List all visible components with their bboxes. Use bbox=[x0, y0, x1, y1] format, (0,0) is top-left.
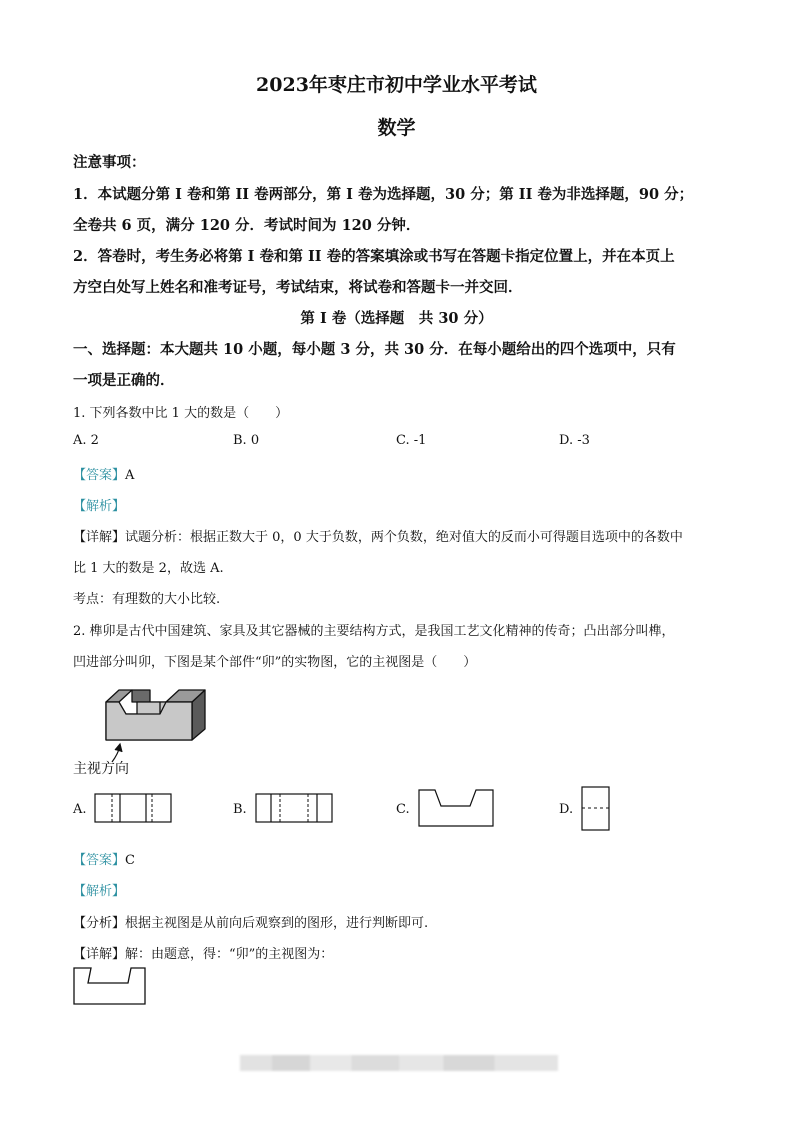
q1-option-b: B. 0 bbox=[233, 433, 260, 448]
view-direction-caption: 主视方向 bbox=[73, 761, 129, 777]
q2-detail-text: 解：由题意，得：“卯”的主视图为： bbox=[125, 947, 334, 962]
exam-title: 2023年枣庄市初中学业水平考试 bbox=[256, 74, 537, 96]
notch-back-wall bbox=[132, 690, 150, 702]
q2-option-b-label: B. bbox=[233, 802, 247, 817]
q1-option-d: D. -3 bbox=[559, 433, 590, 448]
q2-stem-line1: 2. 榫卯是古代中国建筑、家具及其它器械的主要结构方式，是我国工艺文化精神的传奇；凸出部分叫榫， bbox=[73, 624, 675, 639]
q1-point: 考点：有理数的大小比较. bbox=[73, 592, 221, 607]
q1-detail-line1 bbox=[73, 526, 683, 545]
notice-heading: 注意事项： bbox=[73, 154, 146, 171]
q1-detail-line2: 比 1 大的数是 2，故选 A. bbox=[73, 561, 224, 576]
watermark-blur bbox=[240, 1055, 558, 1071]
q2-option-c-label: C. bbox=[396, 802, 410, 817]
q2-option-b-figure bbox=[255, 793, 335, 825]
q1-option-a: A. 2 bbox=[73, 433, 99, 448]
q2-option-c-figure bbox=[418, 789, 498, 829]
notice-item1-line2: 全卷共 6 页，满分 120 分．考试时间为 120 分钟． bbox=[73, 217, 421, 234]
q2-answer-tag: 【答案】 bbox=[73, 853, 126, 868]
q1-stem: 1. 下列各数中比 1 大的数是（ ） bbox=[73, 406, 289, 421]
section-instruction-line2: 一项是正确的． bbox=[73, 372, 175, 389]
section-title: 第 I 卷（选择题 共 30 分） bbox=[300, 310, 493, 327]
q2-option-d-figure bbox=[581, 786, 613, 834]
q2-stem-line2: 凹进部分叫卯，下图是某个部件“卯”的实物图，它的主视图是（ ） bbox=[73, 655, 477, 670]
q2-analysis-tag2: 【分析】 bbox=[73, 916, 126, 931]
q2-option-d-label: D. bbox=[559, 802, 574, 817]
q1-analysis-tag: 【解析】 bbox=[73, 499, 126, 514]
q2-option-a-figure bbox=[94, 793, 174, 825]
q2-analysis-text: 根据主视图是从前向后观察到的图形，进行判断即可. bbox=[125, 916, 429, 931]
notice-item2-line1: 2．答卷时，考生务必将第 I 卷和第 II 卷的答案填涂或书写在答题卡指定位置上，并在本页上 bbox=[73, 248, 675, 265]
q1-answer-tag: 【答案】 bbox=[73, 468, 126, 483]
left-prong-top bbox=[106, 690, 132, 702]
notice-item1-line1: 1．本试题分第 I 卷和第 II 卷两部分，第 I 卷为选择题，30 分；第 II 卷为非选择题，90 分； bbox=[73, 186, 694, 203]
q2-analysis-tag: 【解析】 bbox=[73, 884, 126, 899]
q2-answer-value: C bbox=[125, 853, 135, 868]
subject-title: 数学 bbox=[377, 117, 416, 139]
q1-detail-text: 试题分析：根据正数大于 0，0 大于负数，两个负数，绝对值大的反而小可得题目选项中的各数中 bbox=[125, 530, 683, 545]
q2-analysis-line bbox=[73, 912, 428, 931]
q2-option-a-label: A. bbox=[73, 802, 87, 817]
q1-answer-value: A bbox=[125, 468, 135, 483]
q1-detail-tag: 【详解】 bbox=[73, 530, 126, 545]
q1-answer-row bbox=[73, 464, 134, 483]
q2-detail-line bbox=[73, 943, 333, 962]
q2-answer-row bbox=[73, 849, 135, 868]
q1-option-c: C. -1 bbox=[396, 433, 427, 448]
notice-item2-line2: 方空白处写上姓名和准考证号，考试结束，将试卷和答题卡一并交回． bbox=[73, 279, 523, 296]
q2-detail-tag: 【详解】 bbox=[73, 947, 126, 962]
section-instruction-line1: 一、选择题：本大题共 10 小题，每小题 3 分，共 30 分．在每小题给出的四个选项中，只有 bbox=[73, 341, 676, 358]
q2-solution-figure bbox=[73, 966, 153, 1008]
